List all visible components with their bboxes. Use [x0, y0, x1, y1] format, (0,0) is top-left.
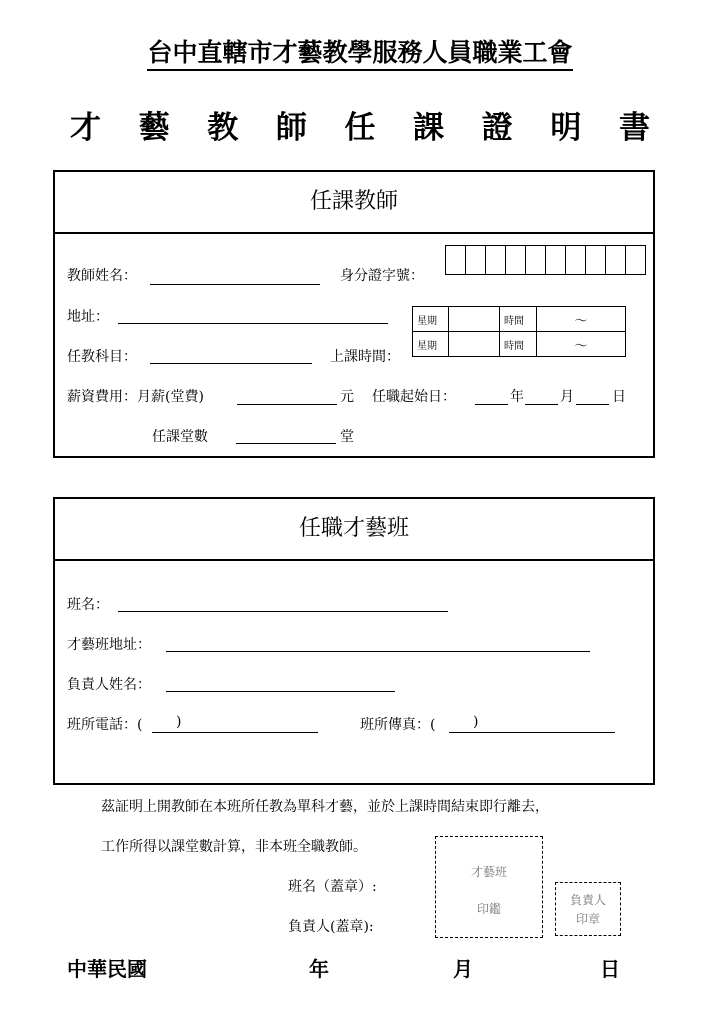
schedule-time-field[interactable]: ～ [537, 307, 626, 332]
salary-label: 薪資費用：月薪(堂費) [67, 389, 204, 405]
class-name-field[interactable] [118, 610, 448, 612]
class-seal-label: 班名（蓋章）: [288, 879, 377, 895]
date-year: 年 [309, 957, 329, 981]
address-field[interactable] [118, 322, 388, 324]
teacher-name-label: 教師姓名： [67, 268, 137, 284]
teacher-section-heading: 任課教師 [55, 172, 653, 234]
salary-unit: 元 [340, 389, 354, 405]
schedule-time-field[interactable]: ～ [537, 332, 626, 357]
date-month: 月 [453, 957, 473, 981]
start-year-field[interactable] [475, 403, 508, 405]
title-char: 書 [619, 110, 650, 146]
title-char: 藝 [138, 110, 170, 146]
title-char: 證 [481, 110, 513, 146]
title-char: 教 [207, 110, 239, 146]
start-day-field[interactable] [576, 403, 609, 405]
phone-label: 班所電話：( [67, 717, 143, 733]
document-title [70, 102, 650, 147]
school-section-heading: 任職才藝班 [55, 499, 653, 561]
subject-label: 任教科目： [67, 349, 137, 365]
start-month-unit: 月 [560, 389, 574, 405]
classes-count-label: 任課堂數 [152, 429, 208, 445]
schedule-day-label: 星期 [413, 307, 449, 332]
id-number-grid[interactable] [445, 245, 646, 275]
subject-field[interactable] [150, 362, 312, 364]
classes-count-unit: 堂 [340, 429, 354, 445]
phone-paren: ) [176, 714, 182, 730]
owner-seal-stamp-box[interactable] [555, 882, 621, 936]
address-label: 地址： [67, 309, 109, 325]
start-year-unit: 年 [510, 389, 524, 405]
phone-field[interactable] [152, 731, 318, 733]
schedule-table [412, 306, 626, 357]
owner-name-label: 負責人姓名： [67, 677, 151, 693]
schedule-day-field[interactable] [449, 307, 500, 332]
schedule-time-label: 時間 [500, 307, 537, 332]
id-number-label: 身分證字號： [340, 268, 424, 284]
title-char: 師 [275, 110, 307, 146]
class-name-label: 班名： [67, 597, 109, 613]
fax-paren: ) [473, 714, 479, 730]
fax-label: 班所傳真：( [360, 717, 436, 733]
class-time-label: 上課時間： [330, 349, 400, 365]
owner-name-field[interactable] [166, 690, 395, 692]
salary-field[interactable] [237, 403, 337, 405]
title-char: 任 [344, 110, 376, 146]
title-char: 課 [413, 110, 445, 146]
teacher-name-field[interactable] [150, 283, 320, 285]
fax-field[interactable] [449, 731, 615, 733]
title-char: 明 [550, 110, 582, 146]
schedule-row [413, 307, 626, 332]
schedule-row [413, 332, 626, 357]
date-era: 中華民國 [67, 957, 147, 981]
stamp-text: 印鑑 [476, 902, 501, 916]
schedule-day-field[interactable] [449, 332, 500, 357]
school-address-field[interactable] [166, 650, 590, 652]
title-char: 才 [70, 110, 101, 146]
stamp-text: 才藝班 [470, 865, 507, 879]
declaration-line-2: 工作所得以課堂數計算，非本班全職教師。 [101, 839, 367, 855]
declaration-line-1: 茲証明上開教師在本班所任教為單科才藝，並於上課時間結束即行離去， [101, 799, 549, 815]
schedule-time-label: 時間 [500, 332, 537, 357]
start-month-field[interactable] [525, 403, 558, 405]
school-address-label: 才藝班地址： [67, 637, 151, 653]
schedule-day-label: 星期 [413, 332, 449, 357]
classes-count-field[interactable] [236, 442, 336, 444]
organization-name: 台中直轄市才藝教學服務人員職業工會 [0, 33, 720, 69]
class-seal-stamp-box[interactable] [435, 836, 543, 938]
start-date-label: 任職起始日： [372, 389, 456, 405]
stamp-text: 負責人 [569, 893, 606, 907]
date-day: 日 [600, 957, 620, 981]
owner-seal-label: 負責人(蓋章): [288, 919, 374, 935]
stamp-text: 印章 [575, 912, 600, 926]
start-day-unit: 日 [612, 389, 626, 405]
